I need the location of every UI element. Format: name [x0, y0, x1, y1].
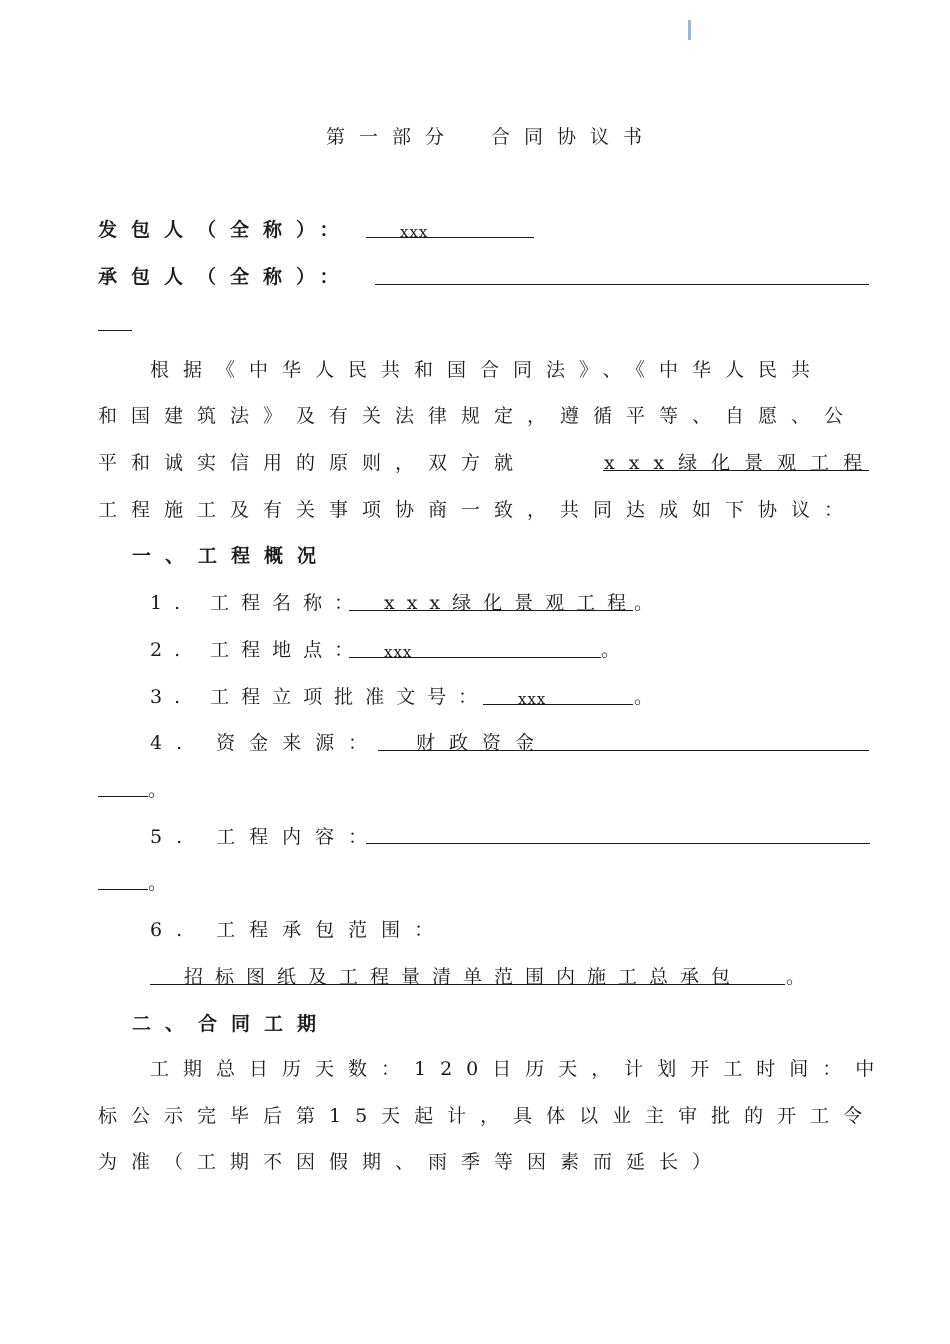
- intro-line-4: 工程施工及有关事项协商一致，共同达成如下协议：: [98, 499, 858, 521]
- item-1-underline: [349, 610, 633, 611]
- document-title: 第一部分 合同协议书: [326, 126, 657, 148]
- item-2-end: 。: [601, 639, 621, 661]
- item-6-end: 。: [786, 966, 806, 988]
- section-1-heading: 一、工程概况: [132, 545, 331, 567]
- intro-line-1: 根据《中华人民共和国合同法》、《中华人民共: [150, 359, 825, 381]
- section-2-line-3: 为准（工期不因假期、雨季等因素而延长）: [98, 1151, 726, 1173]
- item-2-label: 2. 工程地点：: [150, 639, 366, 661]
- item-4-label: 4. 资金来源：: [150, 732, 382, 754]
- item-1-end: 。: [634, 592, 654, 614]
- employer-value: xxx: [400, 223, 429, 241]
- item-5-label: 5. 工程内容：: [150, 826, 382, 848]
- item-3-underline: [483, 704, 633, 705]
- text-cursor-marker: [688, 20, 691, 40]
- section-2-heading: 二、合同工期: [132, 1013, 331, 1035]
- item-3-label: 3. 工程立项批准文号：: [150, 686, 490, 708]
- item-1-value: xxx绿化景观工程: [384, 592, 639, 614]
- item-4-underline: [378, 750, 869, 751]
- employer-label: 发包人（全称）：: [98, 219, 353, 241]
- item-6-underline: [150, 984, 785, 985]
- project-name-inline: xxx绿化景观工程: [604, 452, 877, 474]
- item-5-underline: [366, 843, 870, 844]
- item-3-value: xxx: [518, 690, 547, 708]
- item-5-underline-continued: [98, 889, 148, 890]
- contractor-underline: [375, 284, 869, 285]
- item-1-label: 1. 工程名称：: [150, 592, 366, 614]
- section-2-line-1: 工期总日历天数：120日历天，计划开工时间：中: [150, 1058, 889, 1080]
- contractor-label: 承包人（全称）：: [98, 266, 353, 288]
- item-2-underline: [349, 657, 601, 658]
- section-2-line-2: 标公示完毕后第15天起计，具体以业主审批的开工令: [98, 1105, 877, 1127]
- item-6-value: 招标图纸及工程量清单范围内施工总承包: [184, 966, 743, 988]
- project-name-inline-underline: [603, 470, 869, 471]
- item-4-value: 财政资金: [416, 732, 549, 754]
- item-4-end: 。: [148, 779, 168, 801]
- item-5-end: 。: [148, 872, 168, 894]
- intro-line-3-prefix: 平和诚实信用的原则，双方就: [98, 452, 528, 474]
- item-4-underline-continued: [98, 796, 148, 797]
- item-3-end: 。: [634, 686, 654, 708]
- item-2-value: xxx: [384, 643, 413, 661]
- contractor-underline-continued: [98, 330, 132, 331]
- employer-underline: [366, 237, 534, 238]
- intro-line-2: 和国建筑法》及有关法律规定，遵循平等、自愿、公: [98, 405, 858, 427]
- item-6-label: 6. 工程承包范围：: [150, 919, 448, 941]
